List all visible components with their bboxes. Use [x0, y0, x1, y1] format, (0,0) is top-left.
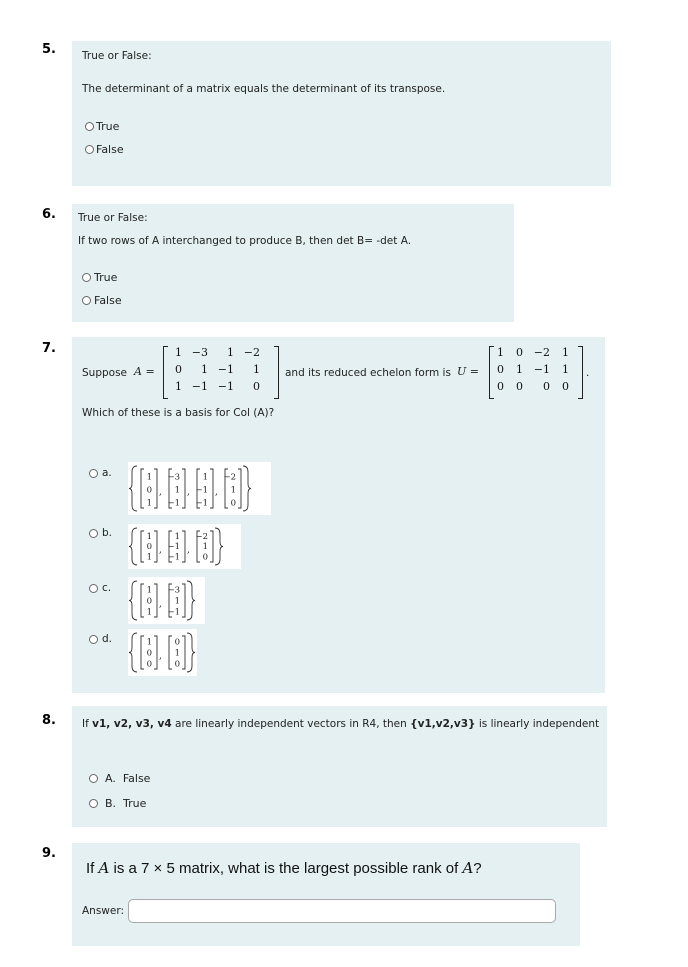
set-d-right-brace	[187, 633, 195, 672]
q8-text-3: is linearly independent	[475, 718, 600, 730]
matrix-u-entry-r1-c1: 1	[497, 346, 504, 359]
q9-text-1: If	[86, 860, 99, 877]
set-a-vec3-entry-1: 1	[202, 472, 208, 483]
vector-set-b	[128, 524, 241, 569]
q8-option-b-text: True	[123, 797, 147, 810]
set-a-vec2-entry-1: −3	[167, 472, 180, 483]
set-b-vec3-entry-2: 1	[202, 542, 208, 553]
q7-option-b-label[interactable]: b.	[102, 527, 113, 539]
q8-bold-vectors: v1, v2, v3, v4	[92, 718, 172, 730]
matrix-a-entry-r2-c4: 1	[253, 363, 260, 376]
set-d-vec2-entry-1: 0	[174, 637, 180, 648]
matrix-u-entry-r2-c2: 1	[516, 363, 523, 376]
set-b-vec2-right-bracket	[182, 531, 185, 562]
matrix-a-right-bracket	[274, 346, 279, 399]
set-c-vec2-entry-1: −3	[167, 585, 180, 596]
q7-option-c-vectors[interactable]	[128, 577, 205, 624]
q8-option-a[interactable]	[105, 772, 150, 785]
q8-radio-b[interactable]	[89, 799, 98, 808]
set-a-vec4-entry-1: −2	[223, 472, 236, 483]
set-a-comma-1: ,	[159, 487, 162, 498]
set-a-vec4-right-bracket	[238, 469, 241, 508]
set-d-vec2-right-bracket	[182, 636, 185, 669]
q7-end-period: .	[586, 367, 590, 379]
matrix-u-entry-r3-c4: 0	[562, 380, 569, 393]
q7-radio-a[interactable]	[89, 469, 98, 478]
set-c-left-brace	[129, 581, 137, 620]
set-d-vec2-entry-3: 0	[174, 659, 180, 670]
matrix-u-entry-r3-c3: 0	[543, 380, 550, 393]
set-a-vec1-entry-1: 1	[146, 472, 152, 483]
set-a-right-brace	[243, 466, 251, 511]
set-d-vec2-entry-2: 1	[174, 648, 180, 659]
matrix-a-entry-r3-c4: 0	[253, 380, 260, 393]
set-a-vec1-entry-2: 0	[146, 485, 152, 496]
set-c-vec1-entry-2: 0	[146, 596, 152, 607]
set-b-vec1-entry-3: 1	[146, 552, 152, 563]
q7-radio-c[interactable]	[89, 584, 98, 593]
set-d-vec1-entry-3: 0	[146, 659, 152, 670]
question-8-box	[72, 706, 607, 827]
set-a-comma-3: ,	[215, 487, 218, 498]
question-5-prompt: True or False:	[82, 50, 152, 62]
set-b-comma-1: ,	[159, 545, 162, 556]
q6-radio-true[interactable]	[82, 273, 91, 282]
question-6-box	[72, 204, 514, 322]
set-c-right-brace	[187, 581, 195, 620]
set-d-comma-1: ,	[159, 651, 162, 662]
matrix-a-entry-r1-c1: 1	[175, 346, 182, 359]
set-b-vec1-entry-1: 1	[146, 531, 152, 542]
question-5-box	[72, 41, 611, 186]
q7-suppose-text: Suppose	[82, 367, 128, 379]
set-d-left-brace	[129, 633, 137, 672]
q6-option-false[interactable]: False	[94, 294, 122, 307]
q8-option-a-letter: A.	[105, 772, 116, 785]
q5-radio-false[interactable]	[85, 145, 94, 154]
q9-text-2: is a 7 × 5 matrix, what is the largest possible rank of	[109, 860, 463, 877]
matrix-a	[168, 346, 260, 397]
set-b-vec1-right-bracket	[154, 531, 157, 562]
q6-radio-false[interactable]	[82, 296, 91, 305]
q9-question	[86, 859, 482, 877]
matrix-u	[494, 346, 569, 397]
q5-option-true[interactable]: True	[96, 120, 120, 133]
set-a-vec1-right-bracket	[154, 469, 157, 508]
set-a-vec4-entry-3: 0	[230, 498, 236, 509]
set-d-vec1-left-bracket	[141, 636, 144, 669]
q8-bold-set: {v1,v2,v3}	[410, 718, 476, 730]
set-b-comma-2: ,	[187, 545, 190, 556]
matrix-a-entry-r2-c3: −1	[217, 363, 234, 376]
set-b-vec1-entry-2: 0	[146, 542, 152, 553]
set-c-vec2-entry-2: 1	[174, 596, 180, 607]
q8-text-1: If	[82, 718, 93, 730]
set-d-vec1-entry-1: 1	[146, 637, 152, 648]
set-d-vec1-right-bracket	[154, 636, 157, 669]
q7-option-d-label[interactable]: d.	[102, 633, 113, 645]
matrix-a-entry-r1-c4: −2	[243, 346, 260, 359]
question-7-box	[72, 337, 605, 693]
matrix-u-entry-r2-c3: −1	[533, 363, 550, 376]
matrix-a-entry-r1-c2: −3	[191, 346, 208, 359]
q9-var-a2: A	[462, 859, 474, 877]
set-d-vec2-left-bracket	[169, 636, 172, 669]
set-b-vec2-entry-1: 1	[174, 531, 180, 542]
q8-option-a-text: False	[122, 772, 151, 785]
q8-text-2: are linearly independent vectors in R4, then	[171, 718, 411, 730]
matrix-u-entry-r2-c1: 0	[497, 363, 504, 376]
q8-statement	[82, 718, 599, 730]
q7-a-label: A =	[134, 365, 155, 378]
q7-option-a-vectors[interactable]	[128, 462, 271, 515]
matrix-u-entry-r1-c2: 0	[516, 346, 523, 359]
matrix-a-entry-r1-c3: 1	[227, 346, 234, 359]
matrix-u-entry-r3-c2: 0	[516, 380, 523, 393]
set-a-vec2-right-bracket	[182, 469, 185, 508]
set-c-vec2-right-bracket	[182, 584, 185, 617]
q6-option-true[interactable]: True	[94, 271, 118, 284]
set-a-vec2-entry-2: 1	[174, 485, 180, 496]
question-7-number: 7.	[42, 341, 56, 356]
set-b-vec2-entry-3: −1	[167, 552, 180, 563]
matrix-a-entry-r2-c2: 1	[201, 363, 208, 376]
matrix-u-entry-r1-c3: −2	[533, 346, 550, 359]
q5-radio-true[interactable]	[85, 122, 94, 131]
question-5-number: 5.	[42, 42, 56, 57]
set-c-vec1-entry-3: 1	[146, 607, 152, 618]
set-a-vec1-left-bracket	[141, 469, 144, 508]
matrix-u-entry-r3-c1: 0	[497, 380, 504, 393]
question-9-box	[72, 843, 580, 946]
q8-option-b[interactable]	[105, 797, 146, 810]
question-8-number: 8.	[42, 713, 56, 728]
matrix-u-entry-r1-c4: 1	[562, 346, 569, 359]
q7-option-d-vectors[interactable]	[128, 629, 197, 676]
q8-radio-a[interactable]	[89, 774, 98, 783]
set-a-vec2-entry-3: −1	[167, 498, 180, 509]
set-a-vec1-entry-3: 1	[146, 498, 152, 509]
question-9-number: 9.	[42, 846, 56, 861]
set-b-left-brace	[129, 528, 137, 565]
q9-var-a: A	[98, 859, 110, 877]
q8-option-b-letter: B.	[105, 797, 117, 810]
set-a-vec3-entry-2: −1	[195, 485, 208, 496]
question-6-statement: If two rows of A interchanged to produce B, then det B= -det A.	[78, 235, 412, 247]
q7-option-a-label[interactable]: a.	[102, 467, 112, 479]
set-d-vec1-entry-2: 0	[146, 648, 152, 659]
vector-set-a	[128, 462, 271, 515]
matrix-a-entry-r3-c3: −1	[217, 380, 234, 393]
q7-u-label: U =	[457, 365, 479, 378]
set-b-vec2-entry-2: −1	[167, 542, 180, 553]
vector-set-d	[128, 629, 197, 676]
set-b-vec3-entry-1: −2	[195, 531, 208, 542]
set-a-comma-2: ,	[187, 487, 190, 498]
matrix-a-entry-r3-c2: −1	[191, 380, 208, 393]
set-c-vec2-entry-3: −1	[167, 607, 180, 618]
q7-radio-b[interactable]	[89, 529, 98, 538]
set-b-right-brace	[215, 528, 223, 565]
q7-option-b-vectors[interactable]	[128, 524, 241, 569]
set-b-vec3-right-bracket	[210, 531, 213, 562]
matrix-a-entry-r3-c1: 1	[175, 380, 182, 393]
question-5-statement: The determinant of a matrix equals the determinant of its transpose.	[82, 83, 446, 95]
q7-radio-d[interactable]	[89, 635, 98, 644]
set-c-vec1-right-bracket	[154, 584, 157, 617]
question-6-prompt: True or False:	[78, 212, 148, 224]
set-a-vec3-entry-3: −1	[195, 498, 208, 509]
q5-option-false[interactable]: False	[96, 143, 124, 156]
matrix-u-right-bracket	[578, 346, 583, 399]
vector-set-c	[128, 577, 205, 624]
set-c-comma-1: ,	[159, 599, 162, 610]
q7-question: Which of these is a basis for Col (A)?	[82, 407, 275, 419]
set-b-vec1-left-bracket	[141, 531, 144, 562]
set-c-vec1-entry-1: 1	[146, 585, 152, 596]
q7-option-c-label[interactable]: c.	[102, 582, 112, 594]
set-a-vec4-entry-2: 1	[230, 485, 236, 496]
set-b-vec3-entry-3: 0	[202, 552, 208, 563]
set-a-left-brace	[129, 466, 137, 511]
q9-answer-input[interactable]	[128, 899, 556, 923]
q7-middle-text: and its reduced echelon form is	[285, 367, 451, 379]
matrix-u-entry-r2-c4: 1	[562, 363, 569, 376]
set-c-vec1-left-bracket	[141, 584, 144, 617]
matrix-a-entry-r2-c1: 0	[175, 363, 182, 376]
set-a-vec3-right-bracket	[210, 469, 213, 508]
q9-text-3: ?	[473, 860, 482, 877]
q9-answer-label: Answer:	[82, 905, 125, 917]
question-6-number: 6.	[42, 207, 56, 222]
